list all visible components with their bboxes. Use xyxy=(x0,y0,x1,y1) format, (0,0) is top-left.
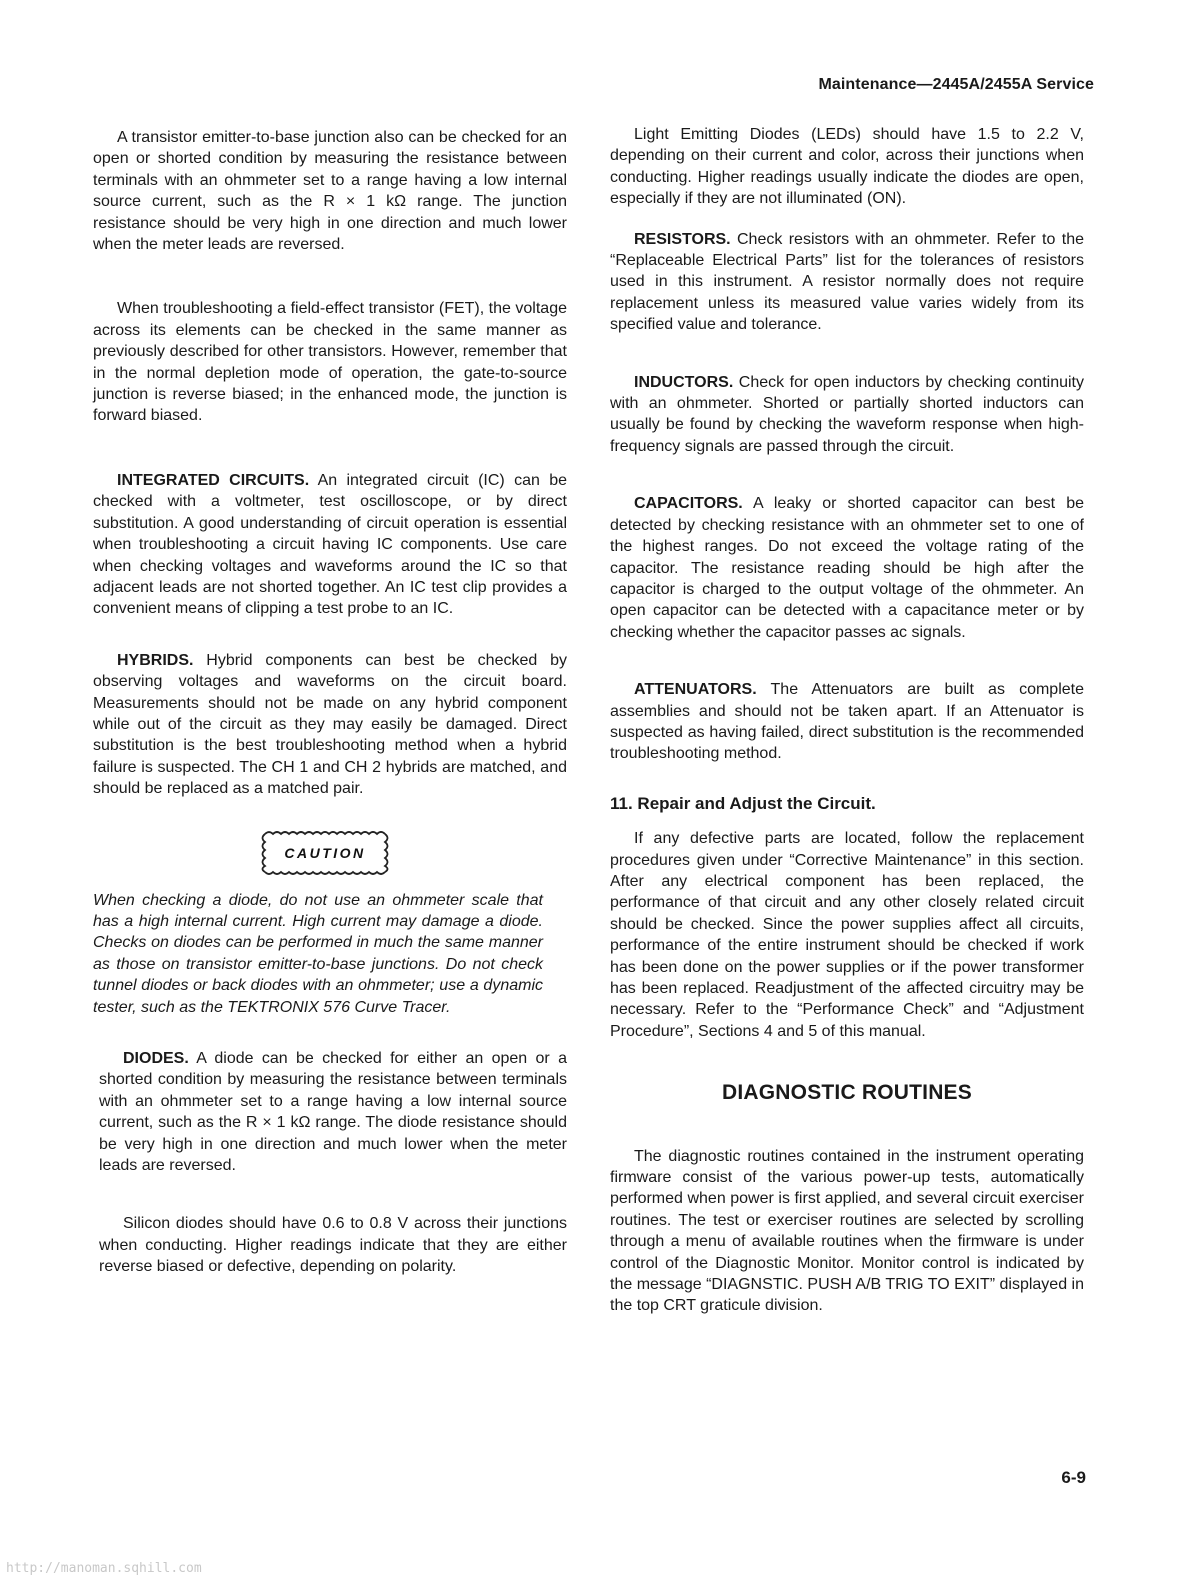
right-column xyxy=(610,124,1084,1317)
left-column xyxy=(93,127,567,1278)
page-number: 6-9 xyxy=(1061,1468,1086,1487)
caution-banner xyxy=(93,830,567,876)
section-heading-diagnostic-routines: DIAGNOSTIC ROUTINES xyxy=(722,1081,972,1105)
section-label-capacitors: CAPACITORS. xyxy=(634,495,743,513)
section-text-integrated-circuits: An integrated circuit (IC) can be checked with a voltmeter, test oscilloscope, or by direct substitution. A good understanding of circuit operation is essential when troubleshooting a circuit having IC components. Use care when checking voltages and waveforms around the IC so that adjacent leads are not shorted together. An IC test clip provides a convenient means of clipping a test probe to an IC. xyxy=(93,471,567,618)
paragraph-transistor-junction: A transistor emitter-to-base junction also can be checked for an open or shorted condition by measuring the resistance between terminals with an ohmmeter set to a range having a low internal source current, such as the R × 1 kΩ range. The junction resistance should be very high in one direction and much lower when the meter leads are reversed. xyxy=(93,129,567,254)
caution-label: CAUTION xyxy=(284,844,366,861)
paragraph-capacitors xyxy=(610,493,1084,643)
section-label-integrated-circuits: INTEGRATED CIRCUITS. xyxy=(117,471,310,489)
caution-note: When checking a diode, do not use an ohmmeter scale that has a high internal current. High current may damage a diode. Checks on diodes can be performed in much the same manner as those on transistor emitter-to-base junctions. Do not check tunnel diodes or back diodes with an ohmmeter; use a dynamic tester, such as the TEKTRONIX 576 Curve Tracer. xyxy=(93,891,543,1016)
running-header: Maintenance—2445A/2455A Service xyxy=(818,76,1094,93)
section-text-attenuators: The Attenuators are built as complete assemblies and should not be taken apart. If an Attenuator is suspected as having failed, direct substitution is the recommended troubleshooting method. xyxy=(610,681,1084,763)
paragraph-attenuators xyxy=(610,679,1084,765)
paragraph-inductors xyxy=(610,372,1084,458)
section-text-inductors: Check for open inductors by checking continuity with an ohmmeter. Shorted or partially shorted inductors can usually be found by checking the waveform response when high-frequency signals are passed through the circuit. xyxy=(610,373,1084,455)
section-text-capacitors: A leaky or shorted capacitor can best be detected by checking resistance with an ohmmeter set to one of the highest ranges. Do not exceed the voltage rating of the capacitor. The resistance reading should be high after the capacitor is charged to the output voltage of the ohmmeter. An open capacitor can be detected with a capacitance meter or by checking whether the capacitor passes ac signals. xyxy=(610,495,1084,641)
caution-box xyxy=(257,830,393,876)
section-label-hybrids: HYBRIDS. xyxy=(117,651,194,669)
section-label-resistors: RESISTORS. xyxy=(634,230,731,248)
step-heading-repair: 11. Repair and Adjust the Circuit. xyxy=(610,793,876,813)
paragraph-fet: When troubleshooting a field-effect transistor (FET), the voltage across its elements can be checked in the same manner as previously described for other transistors. However, remember that in the normal depletion mode of operation, the gate-to-source junction is reverse biased; in the enhanced mode, the junction is forward biased. xyxy=(93,300,567,425)
paragraph-hybrids xyxy=(93,650,567,800)
paragraph-leds: Light Emitting Diodes (LEDs) should have 1.5 to 2.2 V, depending on their current and color, across their junctions when conducting. Higher readings usually indicate the diodes are open, especially if they are not illuminated (ON). xyxy=(610,126,1084,208)
section-text-hybrids: Hybrid components can best be checked by observing voltages and waveforms on the circuit board. Measurements should not be made on any hybrid component while out of the circuit as they may easily be damaged. Direct substitution is the best troubleshooting method when a hybrid failure is suspected. The CH 1 and CH 2 hybrids are matched, and should be replaced as a matched pair. xyxy=(93,651,567,798)
section-label-attenuators: ATTENUATORS. xyxy=(634,681,757,699)
section-label-inductors: INDUCTORS. xyxy=(634,373,734,391)
paragraph-integrated-circuits xyxy=(93,470,567,620)
paragraph-repair: If any defective parts are located, follow the replacement procedures given under “Corrective Maintenance” in this section. After any electrical component has been replaced, the performance of that circuit and any other closely related circuit should be checked. Since the power supplies affect all circuits, performance of the entire instrument should be checked if work has been done on the power supplies or if the power transformer has been replaced. Readjustment of the affected circuitry may be necessary. Refer to the “Performance Check” and “Adjustment Procedure”, Sections 4 and 5 of this manual. xyxy=(610,830,1084,1040)
paragraph-silicon-diodes: Silicon diodes should have 0.6 to 0.8 V across their junctions when conducting. Higher readings indicate that they are either reverse biased or defective, depending on polarity. xyxy=(99,1215,567,1276)
paragraph-resistors xyxy=(610,229,1084,336)
section-label-diodes: DIODES. xyxy=(123,1050,189,1067)
section-text-diodes: A diode can be checked for either an open or a shorted condition by measuring the resistance between terminals with an ohmmeter set to a range having a low internal source current, such as the R × 1 kΩ range. The diode resistance should be very high in one direction and much lower when the meter leads are reversed. xyxy=(99,1050,567,1175)
paragraph-diodes xyxy=(99,1048,567,1176)
watermark-url: http://manoman.sqhill.com xyxy=(6,1561,202,1576)
section-text-resistors: Check resistors with an ohmmeter. Refer to the “Replaceable Electrical Parts” list for the tolerances of resistors used in this instrument. A resistor normally does not require replacement unless its measured value varies widely from its specified value and tolerance. xyxy=(610,230,1084,334)
paragraph-diagnostic-routines: The diagnostic routines contained in the instrument operating firmware consist of the various power-up tests, automatically performed when power is first applied, and several circuit exerciser routines. The test or exerciser routines are selected by scrolling through a menu of available routines when the firmware is under control of the Diagnostic Monitor. Monitor control is indicated by the message “DIAGNSTIC. PUSH A/B TRIG TO EXIT” displayed in the top CRT graticule division. xyxy=(610,1147,1084,1315)
